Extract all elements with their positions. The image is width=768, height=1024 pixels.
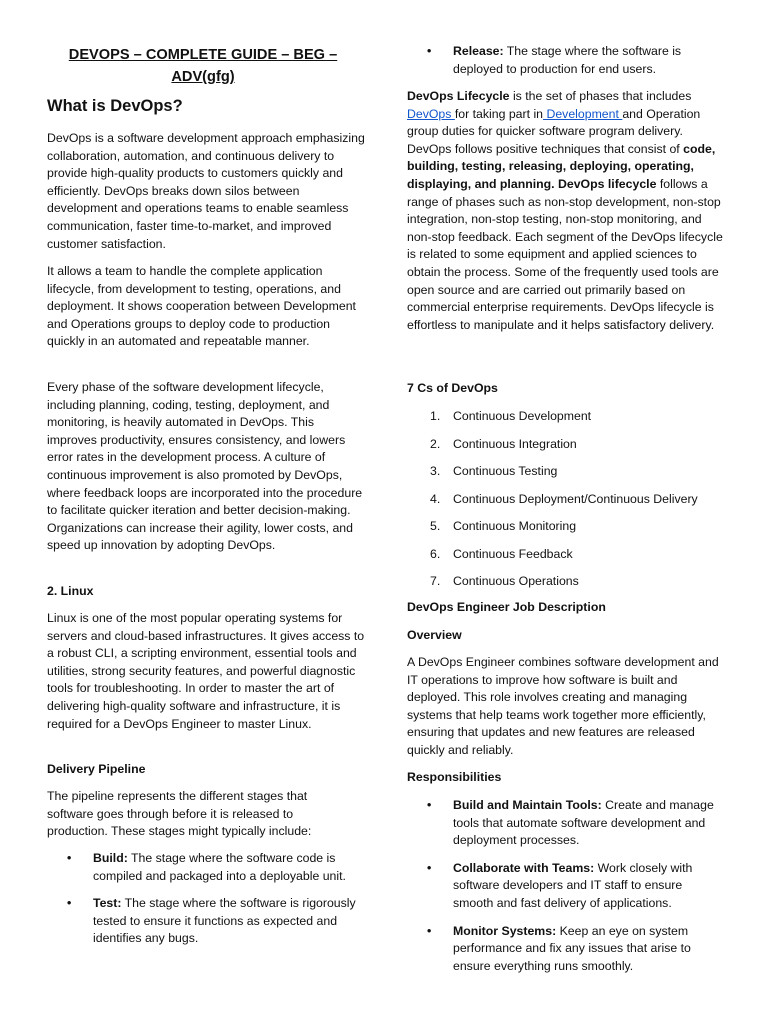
list-item: 6. Continuous Feedback — [430, 546, 573, 561]
lifecycle-handling-paragraph: It allows a team to handle the complete application lifecycle, from development to testing, operations, and deployment. It shows cooperation between Development and Operations groups to deploy code to production quickly in an automated and repeatable manner. — [47, 264, 356, 349]
job-description-heading: DevOps Engineer Job Description — [407, 600, 606, 614]
list-item: 1. Continuous Development — [430, 409, 592, 423]
list-item: 7. Continuous Operations — [430, 574, 579, 588]
bullet-icon: • — [427, 860, 432, 875]
seven-cs-list — [407, 408, 725, 601]
devops-link[interactable]: DevOps — [407, 106, 455, 121]
list-item: 2. Continuous Integration — [430, 436, 577, 451]
list-item: 3. Continuous Testing — [430, 464, 558, 478]
seven-cs-heading: 7 Cs of DevOps — [407, 381, 498, 395]
list-item: • Build and Maintain Tools: Create and manage tools that automate software development and deployment processes. — [427, 798, 714, 848]
linux-paragraph: Linux is one of the most popular operating systems for servers and cloud-based infrastructures. It gives access to a robust CLI, a scripting environment, essential tools and utilities, strong security features, and powerful diagnostic tools for troubleshooting. In order to master the art of delivering high-quality software and infrastructure, it is required for a DevOps Engineer to master Linux. — [47, 611, 365, 731]
bullet-icon: • — [67, 896, 72, 911]
list-item: 5. Continuous Monitoring — [430, 519, 577, 533]
devops-lifecycle-paragraph: DevOps Lifecycle is the set of phases that includes DevOps for taking part in Development and Operation group duties for quicker software program delivery. DevOps follows positive techniques that consist of code, building, testing, releasing, deploying, operating, displaying, and planning. DevOps lifecycle follows a range of phases such as non-stop development, non-stop integration, non-stop testing, non-stop monitoring, and non-stop feedback. Each segment of the DevOps lifecycle is related to some equipment and applied sciences to obtain the process. Some of the frequently used tools are open source and are carried out primarily based on commercial enterprise requirements. DevOps lifecycle is effortless to manipulate and it helps satisfactory delivery. — [407, 89, 723, 332]
list-item: • Collaborate with Teams: Work closely with software developers and IT staff to ensure smooth and fast delivery of applications. — [427, 860, 693, 910]
overview-heading: Overview — [407, 628, 462, 642]
responsibilities-list — [407, 797, 725, 975]
development-link[interactable]: Development — [543, 106, 623, 121]
bullet-icon: • — [67, 851, 72, 865]
bullet-icon: • — [427, 923, 432, 938]
list-item: • Build: The stage where the software code is compiled and packaged into a deployable unit. — [67, 851, 346, 883]
document-title: DEVOPS – COMPLETE GUIDE – BEG – ADV(gfg) — [68, 47, 338, 85]
list-item: • Test: The stage where the software is rigorously tested to ensure it functions as expected and identifies any bugs. — [67, 896, 356, 946]
pipeline-paragraph: The pipeline represents the different stages that software goes through before it is released to production. These stages might typically include: — [47, 789, 312, 839]
linux-heading: 2. Linux — [47, 584, 94, 598]
what-is-devops-heading: What is DevOps? — [47, 97, 183, 115]
responsibilities-heading: Responsibilities — [407, 770, 502, 784]
bullet-icon: • — [427, 44, 432, 58]
bullet-icon: • — [427, 798, 432, 812]
intro-paragraph: DevOps is a software development approach emphasizing collaboration, automation, and continuous delivery to provide high-quality products to customers quickly and efficiently. DevOps breaks down silos between development and operations teams to enable seamless communication, faster time-to-market, and improved customer satisfaction. — [47, 131, 365, 251]
delivery-pipeline-heading: Delivery Pipeline — [47, 762, 146, 776]
list-item: • Release: The stage where the software is deployed to production for end users. — [427, 44, 682, 76]
list-item: • Monitor Systems: Keep an eye on system performance and fix any issues that arise to ensure everything runs smoothly. — [427, 923, 691, 973]
release-stage-list — [407, 43, 707, 78]
list-item: 4. Continuous Deployment/Continuous Delivery — [430, 491, 698, 506]
pipeline-stages-list — [47, 850, 365, 948]
automation-paragraph: Every phase of the software development lifecycle, including planning, coding, testing, deployment, and monitoring, is heavily automated in DevOps. This improves productivity, ensures consistency, and lowers error rates in the development process. A culture of continuous improvement is also promoted by DevOps, where feedback loops are incorporated into the procedure to facilitate quicker iteration and better decision-making. Organizations can increase their agility, lower costs, and speed up innovation by adopting DevOps. — [47, 380, 363, 553]
overview-paragraph: A DevOps Engineer combines software development and IT operations to improve how software is built and deployed. This role involves creating and managing systems that help teams work together more efficiently, ensuring that updates and new features are released quickly and reliably. — [407, 655, 719, 757]
